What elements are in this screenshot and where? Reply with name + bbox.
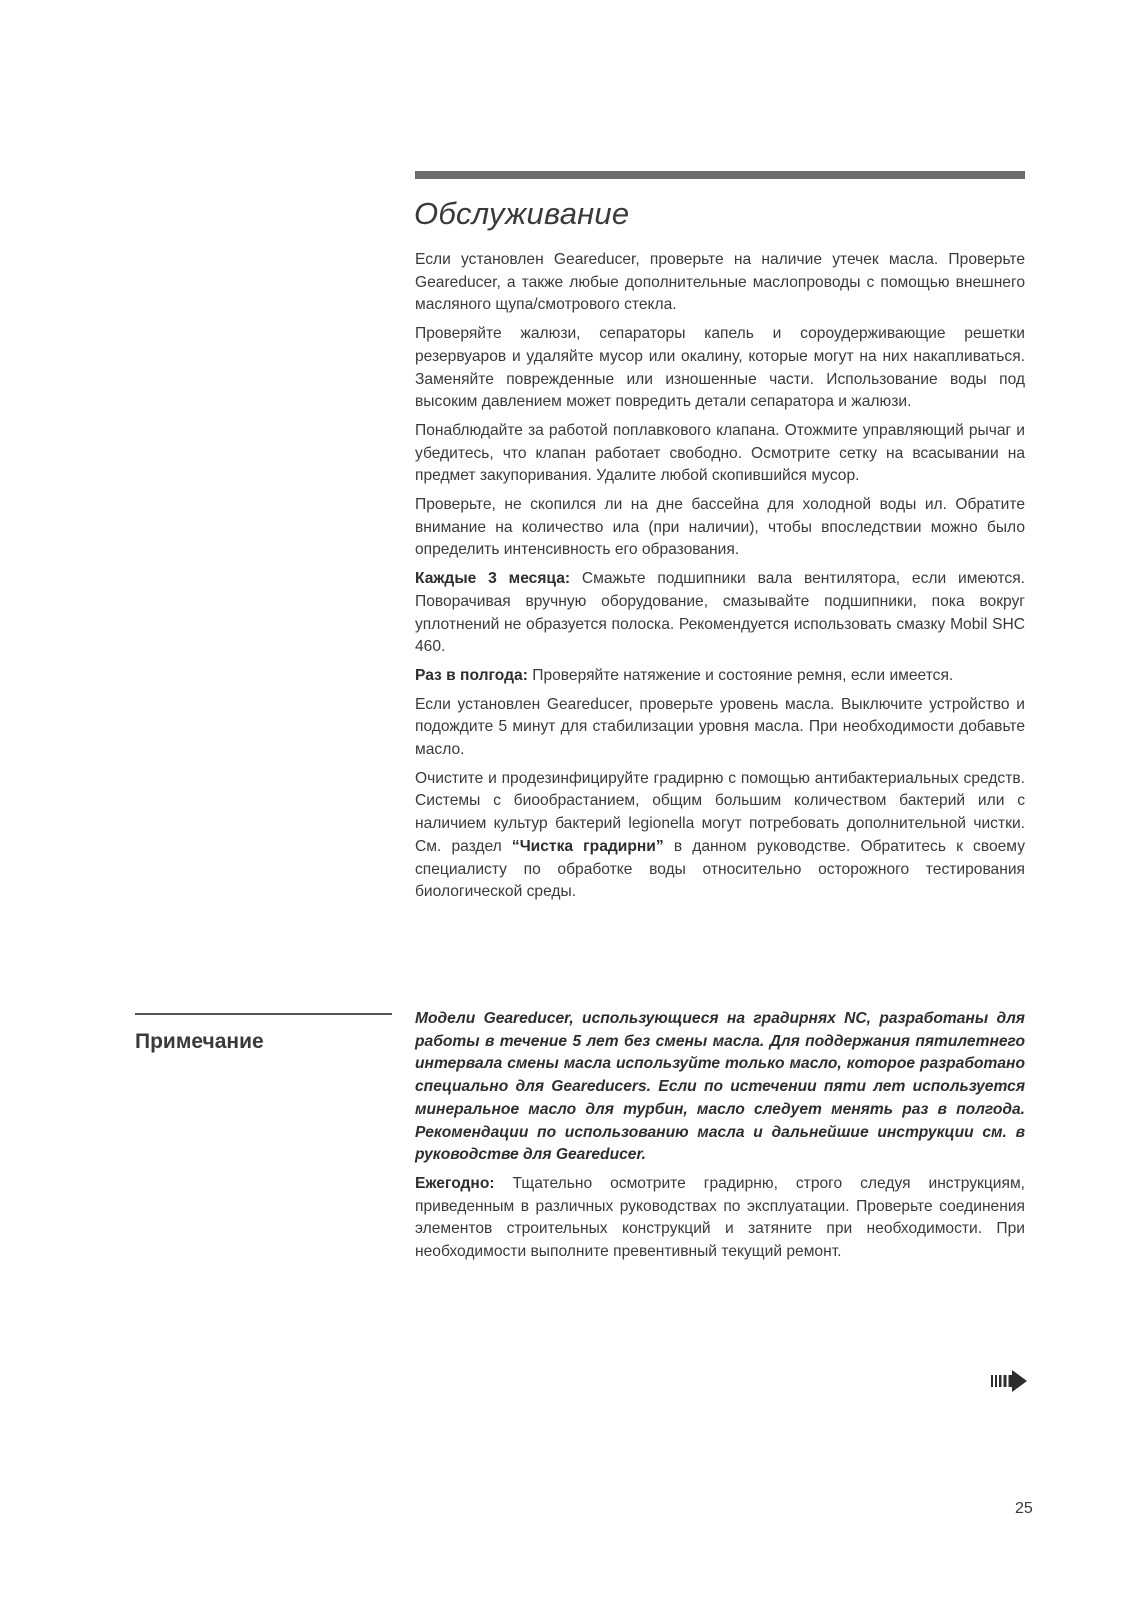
note-rule bbox=[135, 1013, 392, 1015]
paragraph-annual bbox=[415, 1173, 1025, 1264]
note-geareducer-oil: Модели Geareducer, использующиеся на градирнях NC, разработаны для работы в течение 5 лет без смены масла. Для поддержания пятилетнего интервала смены масла используйте только масло, которое разработано специально для Geareducers. Если по истечении пяти лет используется минеральное масло для турбин, масло следует менять раз в полгода. Рекомендации по использованию масла и дальнейшие инструкции см. в руководстве для Geareducer. bbox=[415, 1010, 1025, 1164]
paragraph-float-valve: Понаблюдайте за работой поплавкового клапана. Отожмите управляющий рычаг и убедитесь, что клапан работает свободно. Осмотрите сетку на всасывании на предмет закупоривания. Удалите любой скопившийся мусор. bbox=[415, 421, 1025, 485]
paragraph-disinfection bbox=[415, 768, 1025, 904]
paragraph-every-3-months bbox=[415, 568, 1025, 659]
semiannual-lead: Раз в полгода: bbox=[415, 666, 528, 684]
annual-lead: Ежегодно: bbox=[415, 1174, 495, 1192]
section-title: Обслуживание bbox=[414, 196, 630, 231]
note-heading: Примечание bbox=[135, 1030, 264, 1053]
section-top-rule bbox=[415, 171, 1025, 179]
disinfection-text-after: в данном руководстве. Обратитесь к своему специалисту по обработке воды относительно осторожного тестирования биологической среды. bbox=[415, 837, 1025, 901]
cleaning-section-reference: “Чистка градирни” bbox=[511, 837, 664, 855]
disinfection-text-before: Очистите и продезинфицируйте градирню с помощью антибактериальных средств. Системы с биообрастанием, общим большим количеством бактерий или с наличием культур бактерий legionella могут потребовать дополнительной чистки. См. раздел bbox=[415, 769, 1025, 855]
paragraph-louvers-check: Проверяйте жалюзи, сепараторы капель и сороудерживающие решетки резервуаров и удаляйте мусор или окалину, которые могут на них накапливаться. Заменяйте поврежденные или изношенные части. Использование воды под высоким давлением может повредить детали сепаратора и жалюзи. bbox=[415, 325, 1025, 411]
page-number: 25 bbox=[1015, 1500, 1033, 1517]
paragraph-basin-silt: Проверьте, не скопился ли на дне бассейна для холодной воды ил. Обратите внимание на количество ила (при наличии), чтобы впоследствии можно было определить интенсивность его образования. bbox=[415, 496, 1025, 559]
annual-text: Тщательно осмотрите градирню, строго следуя инструкциям, приведенным в различных руководствах по эксплуатации. Проверьте соединения элементов строительных конструкций и затяните при необходимости. При необходимости выполните превентивный текущий ремонт. bbox=[415, 1174, 1025, 1261]
paragraph-oil-level: Если установлен Geareducer, проверьте уровень масла. Выключите устройство и подождите 5 минут для стабилизации уровня масла. При необходимости добавьте масло. bbox=[415, 695, 1025, 759]
note-body bbox=[415, 1008, 1025, 1270]
paragraph-semiannual bbox=[415, 665, 1025, 688]
maintenance-body bbox=[415, 249, 1025, 910]
every-3-months-text: Смажьте подшипники вала вентилятора, если имеются. Поворачивая вручную оборудование, смазывайте подшипники, пока вокруг уплотнений не образуется полоска. Рекомендуется использовать смазку Mobil SHC 460. bbox=[415, 570, 1026, 656]
paragraph-oil-leak-check: Если установлен Geareducer, проверьте на наличие утечек масла. Проверьте Geareducer, а также любые дополнительные маслопроводы с помощью внешнего масляного щупа/смотрового стекла. bbox=[415, 251, 1025, 314]
every-3-months-lead: Каждые 3 месяца: bbox=[415, 570, 571, 588]
semiannual-text: Проверяйте натяжение и состояние ремня, если имеется. bbox=[527, 666, 954, 684]
continue-arrow-icon bbox=[991, 1370, 1027, 1392]
